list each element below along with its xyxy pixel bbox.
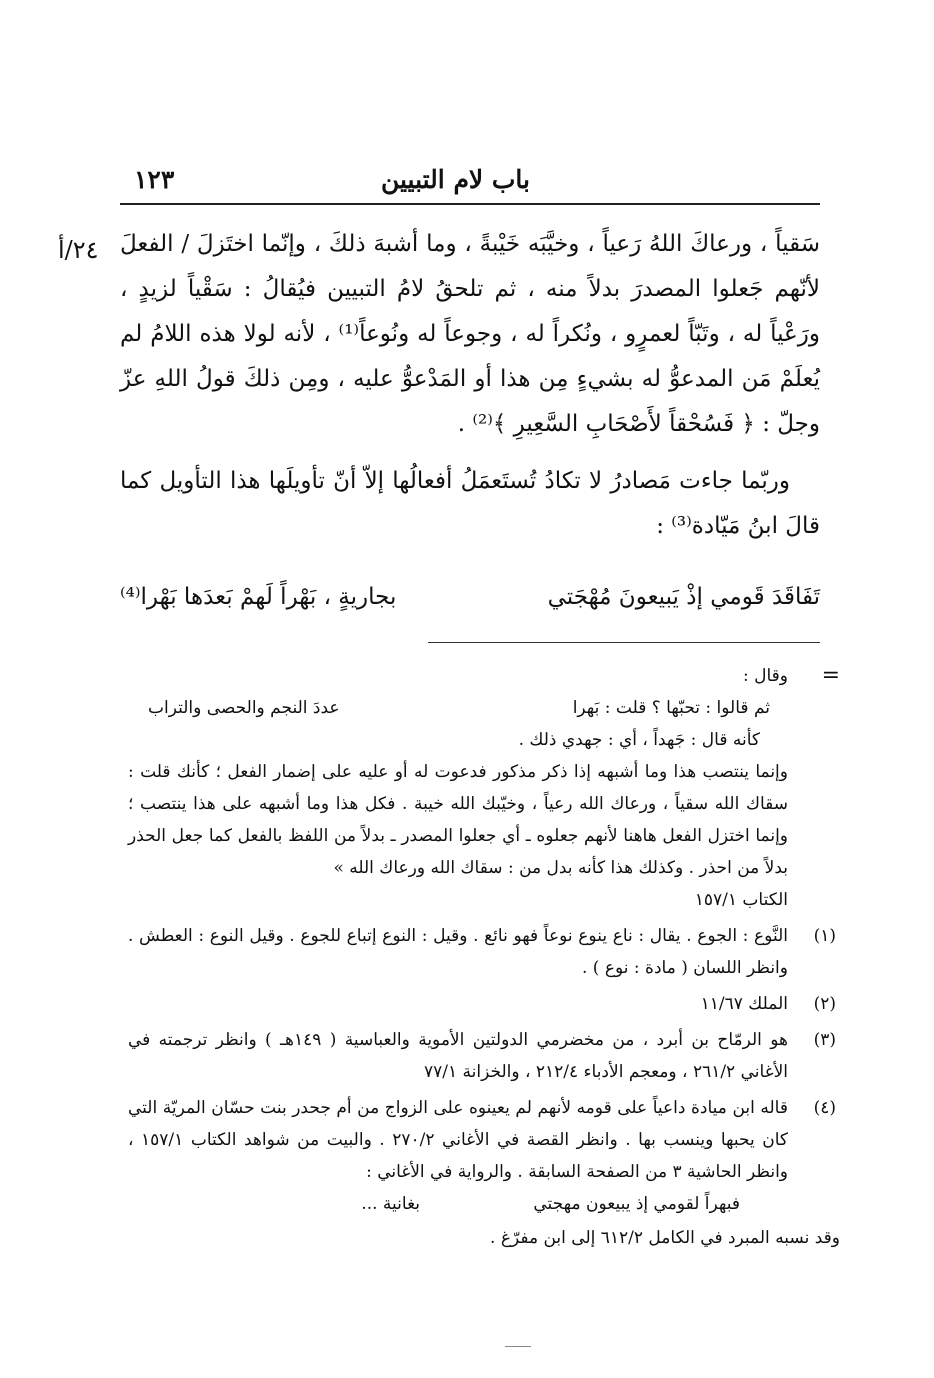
footnote-number: (٣) (813, 1030, 836, 1050)
footnotes-area (128, 660, 840, 1254)
footnote-3 (128, 1024, 840, 1088)
quoted-verse-b-hemistich-1: فبهراً لقومي إذ يبيعون مهجتي (533, 1194, 740, 1214)
footnote-separator (428, 642, 820, 643)
footnote-number: (٢) (813, 994, 836, 1014)
verse-hemistich-2: بجاريةٍ ، بَهْراً لَهمْ بَعدَها بَهْرا⁽⁴⁾ (120, 584, 397, 610)
note-line: كأنه قال : جَهداً ، أي : جهدي ذلك . (518, 730, 760, 750)
quoted-verse-a-hemistich-2: عددَ النجم والحصى والتراب (148, 698, 340, 718)
verse-line (120, 584, 820, 624)
footnote-text: هو الرمّاح بن أبرد ، من مخضرمي الدولتين الأموية والعباسية ( ١٤٩هـ ) وانظر ترجمته في الأغاني ٢٦١/٢ ، ومعجم الأدباء ٢١٢/٤ ، والخزانة ٧٧/١ (128, 1030, 788, 1082)
footnote-1 (128, 920, 840, 984)
quoted-verse-a (128, 692, 770, 724)
quoted-verse-b (128, 1188, 740, 1220)
main-paragraph-1: سَقياً ، ورعاكَ اللهُ رَعياً ، وخيَّبَه خَيْبةً ، وما أشبهَ ذلكَ ، وإنّما اختَزلَ / الفعلَ لأنّهم جَعلوا المصدرَ بدلاً منه ، ثم تلحقُ لامُ التبيين فيُقالُ : سَقْياً لزيدٍ ، ورَعْياً له ، وتَبّاً لعمرٍو ، ونُكراً له ، وجوعاً له ونُوعاً⁽¹⁾ ، لأنه لولا هذه اللامُ لم يُعلَمْ مَن المدعوُّ له بشيءٍ مِن هذا أو المَدْعوُّ عليه ، ومِن ذلكَ قولُ اللهِ عزّ وجلّ : ﴿ فَسُحْقاً لأَصْحَابِ السَّعِيرِ ﴾⁽²⁾ . (120, 231, 820, 437)
footnote-last-line: وقد نسبه المبرد في الكامل ٦١٢/٢ إلى ابن مفرّغ . (490, 1228, 840, 1248)
verse-hemistich-1: تَفَاقَدَ قَومي إذْ يَبيعونَ مُهْجَتي (547, 584, 820, 610)
continuation-intro: وقال : (743, 666, 788, 686)
quote-source: الكتاب ١٥٧/١ (694, 890, 788, 910)
running-title: باب لام التبيين (380, 165, 530, 194)
main-text (120, 222, 820, 549)
quote-text: وإنما ينتصب هذا وما أشبهه إذا ذكر مذكور فدعوت له أو عليه على إضمار الفعل ؛ كأنك قلت : سقاك الله سقياً ، ورعاك الله رعياً ، وخيّبك الله خيبة . فكل هذا وما أشبهه على هذا ينتصب ؛ وإنما اختزل الفعل هاهنا لأنهم جعلوه ـ أي جعلوا المصدر ـ بدلاً من اللفظ بالفعل كما جعل الحذر بدلاً من احذر . وكذلك هذا كأنه بدل من : سقاك الله ورعاك الله » (128, 762, 788, 878)
page-header (120, 165, 820, 201)
continuation-note (128, 660, 840, 692)
page-number: ١٢٣ (134, 165, 175, 194)
footnote-text: قاله ابن ميادة داعياً على قومه لأنهم لم يعينوه على الزواج من أم جحدر بنت حسّان المريّة التي كان يحبها وينسب بها . وانظر القصة في الأغاني ٢٧٠/٢ . والبيت من شواهد الكتاب ١٥٧/١ ، وانظر الحاشية ٣ من الصفحة السابقة . والرواية في الأغاني : (128, 1098, 789, 1182)
manuscript-folio-marker: ٢٤/أ (58, 236, 99, 264)
footnote-2 (128, 988, 840, 1020)
main-paragraph-2: وربّما جاءت مَصادرُ لا تكادُ تُستَعمَلُ أفعالُها إلاّ أنّ تأويلَها هذا التأويل كما قالَ ابنُ مَيّادة⁽³⁾ : (120, 468, 820, 539)
footnote-text: النَّوع : الجوع . يقال : ناع ينوع نوعاً فهو نائع . وقيل : النوع إتباع للجوع . وقيل النوع : العطش . وانظر اللسان ( مادة : نوع ) . (128, 926, 788, 978)
quoted-verse-b-hemistich-2: بغانية ... (361, 1194, 420, 1214)
footnote-text: الملك ١١/٦٧ (700, 994, 788, 1014)
bottom-mark (505, 1346, 531, 1347)
footnote-number: (٤) (813, 1098, 836, 1118)
footnote-4 (128, 1092, 840, 1188)
footnote-number: (١) (813, 926, 836, 946)
quoted-verse-a-hemistich-1: ثم قالوا : تحبّها ؟ قلت : بَهرا (572, 698, 770, 718)
header-rule (120, 203, 820, 205)
continuation-mark: = (821, 663, 840, 688)
